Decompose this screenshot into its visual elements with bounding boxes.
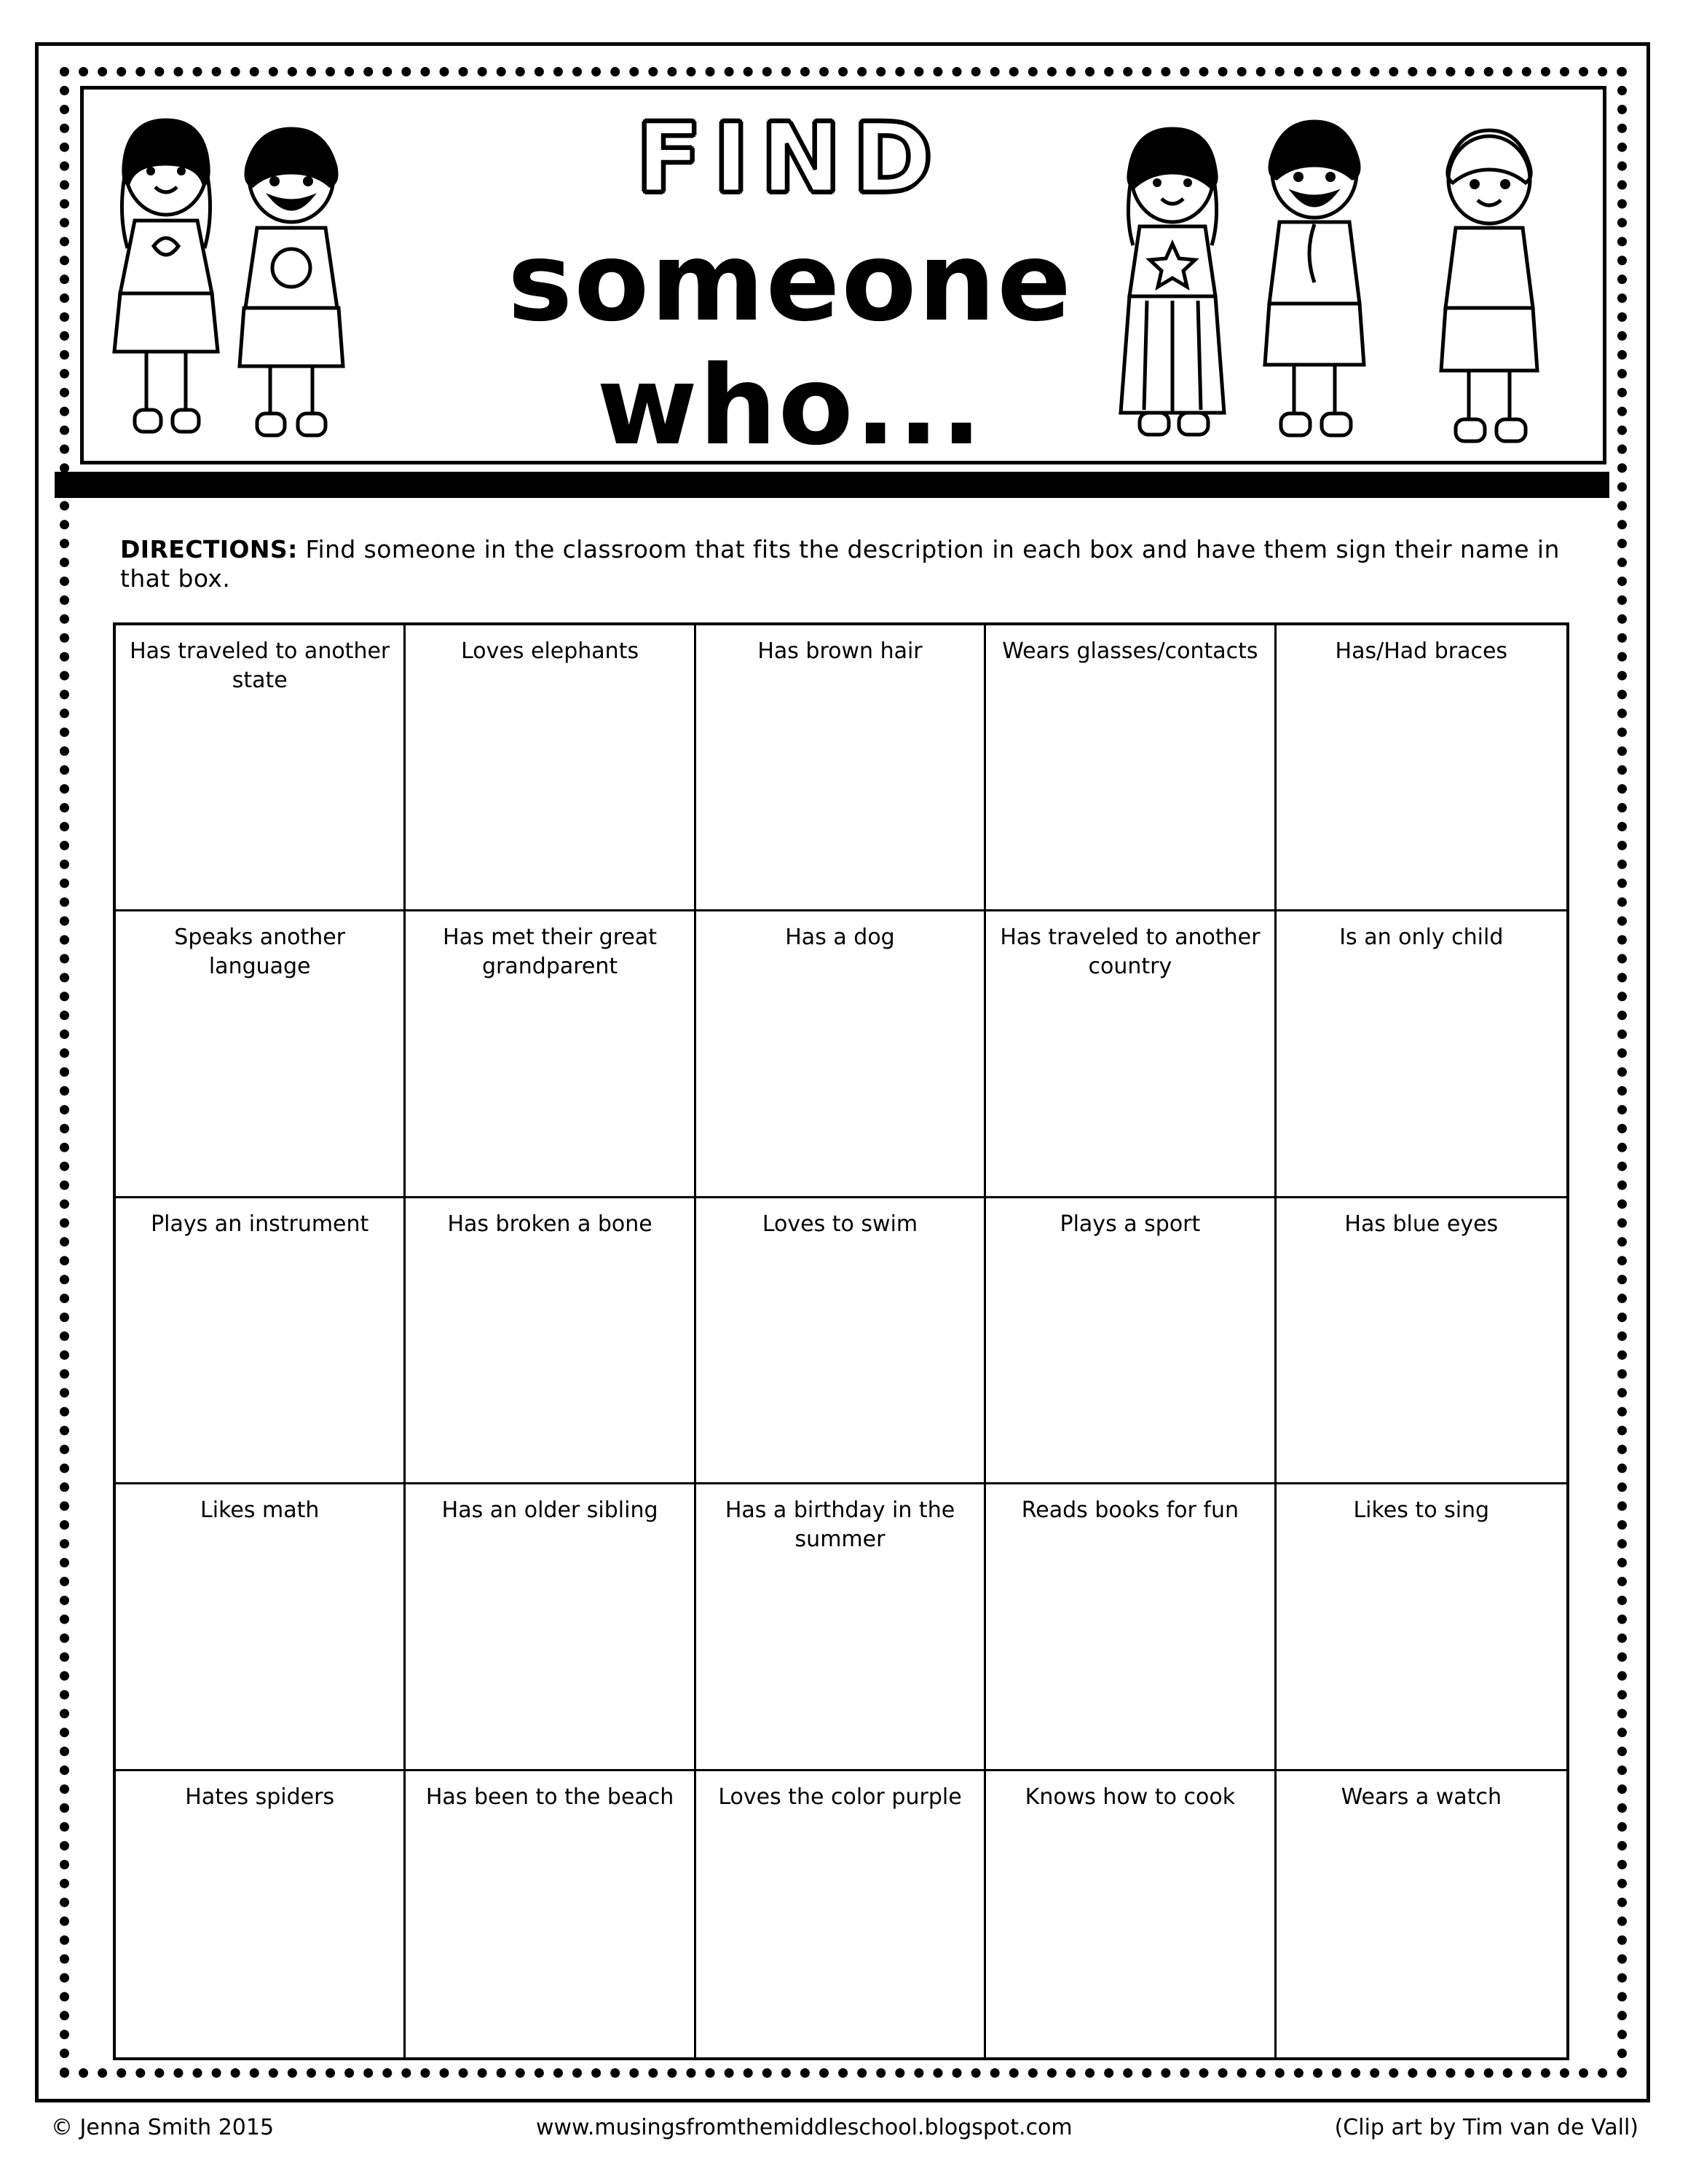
grid-cell-label: Has been to the beach — [425, 1784, 674, 1810]
boy-with-backpack-icon — [1242, 111, 1387, 446]
grid-cell[interactable] — [406, 1484, 695, 1770]
grid-cell-label: Plays a sport — [1060, 1211, 1201, 1237]
grid-cell-label: Speaks another language — [174, 925, 346, 980]
grid-cell-label: Has a birthday in the summer — [725, 1497, 955, 1553]
grid-cell[interactable] — [1277, 1198, 1566, 1484]
grid-cell-label: Reads books for fun — [1021, 1497, 1239, 1524]
directions-label: DIRECTIONS: — [120, 535, 298, 563]
title-line-2: someone who... — [508, 219, 1073, 464]
grid-cell-label: Loves to swim — [762, 1211, 918, 1237]
grid-cell-label: Likes to sing — [1353, 1497, 1490, 1524]
grid-cell-label: Has an older sibling — [441, 1497, 658, 1524]
grid-cell-label: Is an only child — [1339, 925, 1504, 951]
grid-cell[interactable] — [406, 911, 695, 1198]
grid-cell[interactable] — [986, 911, 1276, 1198]
grid-cell[interactable] — [696, 1198, 986, 1484]
girl-with-star-backpack-icon — [1103, 119, 1242, 446]
grid-cell-label: Has blue eyes — [1344, 1211, 1499, 1237]
grid-cell-label: Has traveled to another state — [130, 638, 390, 693]
grid-cell-label: Loves elephants — [461, 638, 639, 664]
grid-cell-label: Has/Had braces — [1335, 638, 1508, 664]
grid-cell[interactable] — [696, 1771, 986, 2057]
grid-cell-label: Has a dog — [785, 925, 895, 951]
title-line-1: FIND — [636, 103, 944, 215]
grid-cell[interactable] — [116, 625, 406, 911]
page-footer — [44, 2115, 1646, 2140]
directions-body: Find someone in the classroom that fits the description in each box and have them sign their name in that box. — [120, 535, 1560, 593]
grid-cell[interactable] — [406, 1198, 695, 1484]
grid-cell[interactable] — [1277, 625, 1566, 911]
grid-cell-label: Has broken a bone — [447, 1211, 652, 1237]
grid-cell[interactable] — [1277, 1771, 1566, 2057]
grid-cell-label: Likes math — [200, 1497, 320, 1524]
footer-copyright: © Jenna Smith 2015 — [51, 2115, 275, 2140]
grid-cell[interactable] — [116, 1198, 406, 1484]
grid-cell[interactable] — [406, 1771, 695, 2057]
grid-cell[interactable] — [116, 911, 406, 1198]
find-someone-who-grid — [113, 622, 1569, 2060]
directions-text — [120, 535, 1569, 593]
footer-clipart-credit: (Clip art by Tim van de Vall) — [1334, 2115, 1638, 2140]
grid-cell[interactable] — [116, 1771, 406, 2057]
grid-cell[interactable] — [696, 1484, 986, 1770]
boy-standing-icon — [1416, 119, 1562, 446]
grid-cell-label: Loves the color purple — [718, 1784, 962, 1810]
boy-with-backpack-icon — [222, 119, 360, 446]
girl-with-heart-shirt-icon — [97, 111, 235, 446]
title-text-block — [462, 104, 1118, 464]
grid-cell[interactable] — [696, 625, 986, 911]
grid-cell[interactable] — [1277, 911, 1566, 1198]
grid-cell-label: Has traveled to another country — [1000, 925, 1261, 980]
grid-cell[interactable] — [986, 1198, 1276, 1484]
grid-cell[interactable] — [986, 1484, 1276, 1770]
grid-cell[interactable] — [116, 1484, 406, 1770]
grid-cell-label: Wears glasses/contacts — [1002, 638, 1258, 664]
footer-website[interactable]: www.musingsfromthemiddleschool.blogspot.com — [535, 2115, 1073, 2140]
grid-cell-label: Plays an instrument — [151, 1211, 369, 1237]
grid-cell-label: Knows how to cook — [1025, 1784, 1236, 1810]
grid-cell[interactable] — [986, 1771, 1276, 2057]
grid-cell[interactable] — [1277, 1484, 1566, 1770]
grid-cell[interactable] — [406, 625, 695, 911]
grid-cell-label: Has met their great grandparent — [443, 925, 658, 980]
grid-cell[interactable] — [986, 625, 1276, 911]
title-banner — [80, 86, 1606, 464]
grid-cell[interactable] — [696, 911, 986, 1198]
banner-shadow-bar — [55, 472, 1609, 498]
grid-cell-label: Hates spiders — [185, 1784, 335, 1810]
grid-cell-label: Wears a watch — [1341, 1784, 1502, 1810]
grid-cell-label: Has brown hair — [757, 638, 923, 664]
